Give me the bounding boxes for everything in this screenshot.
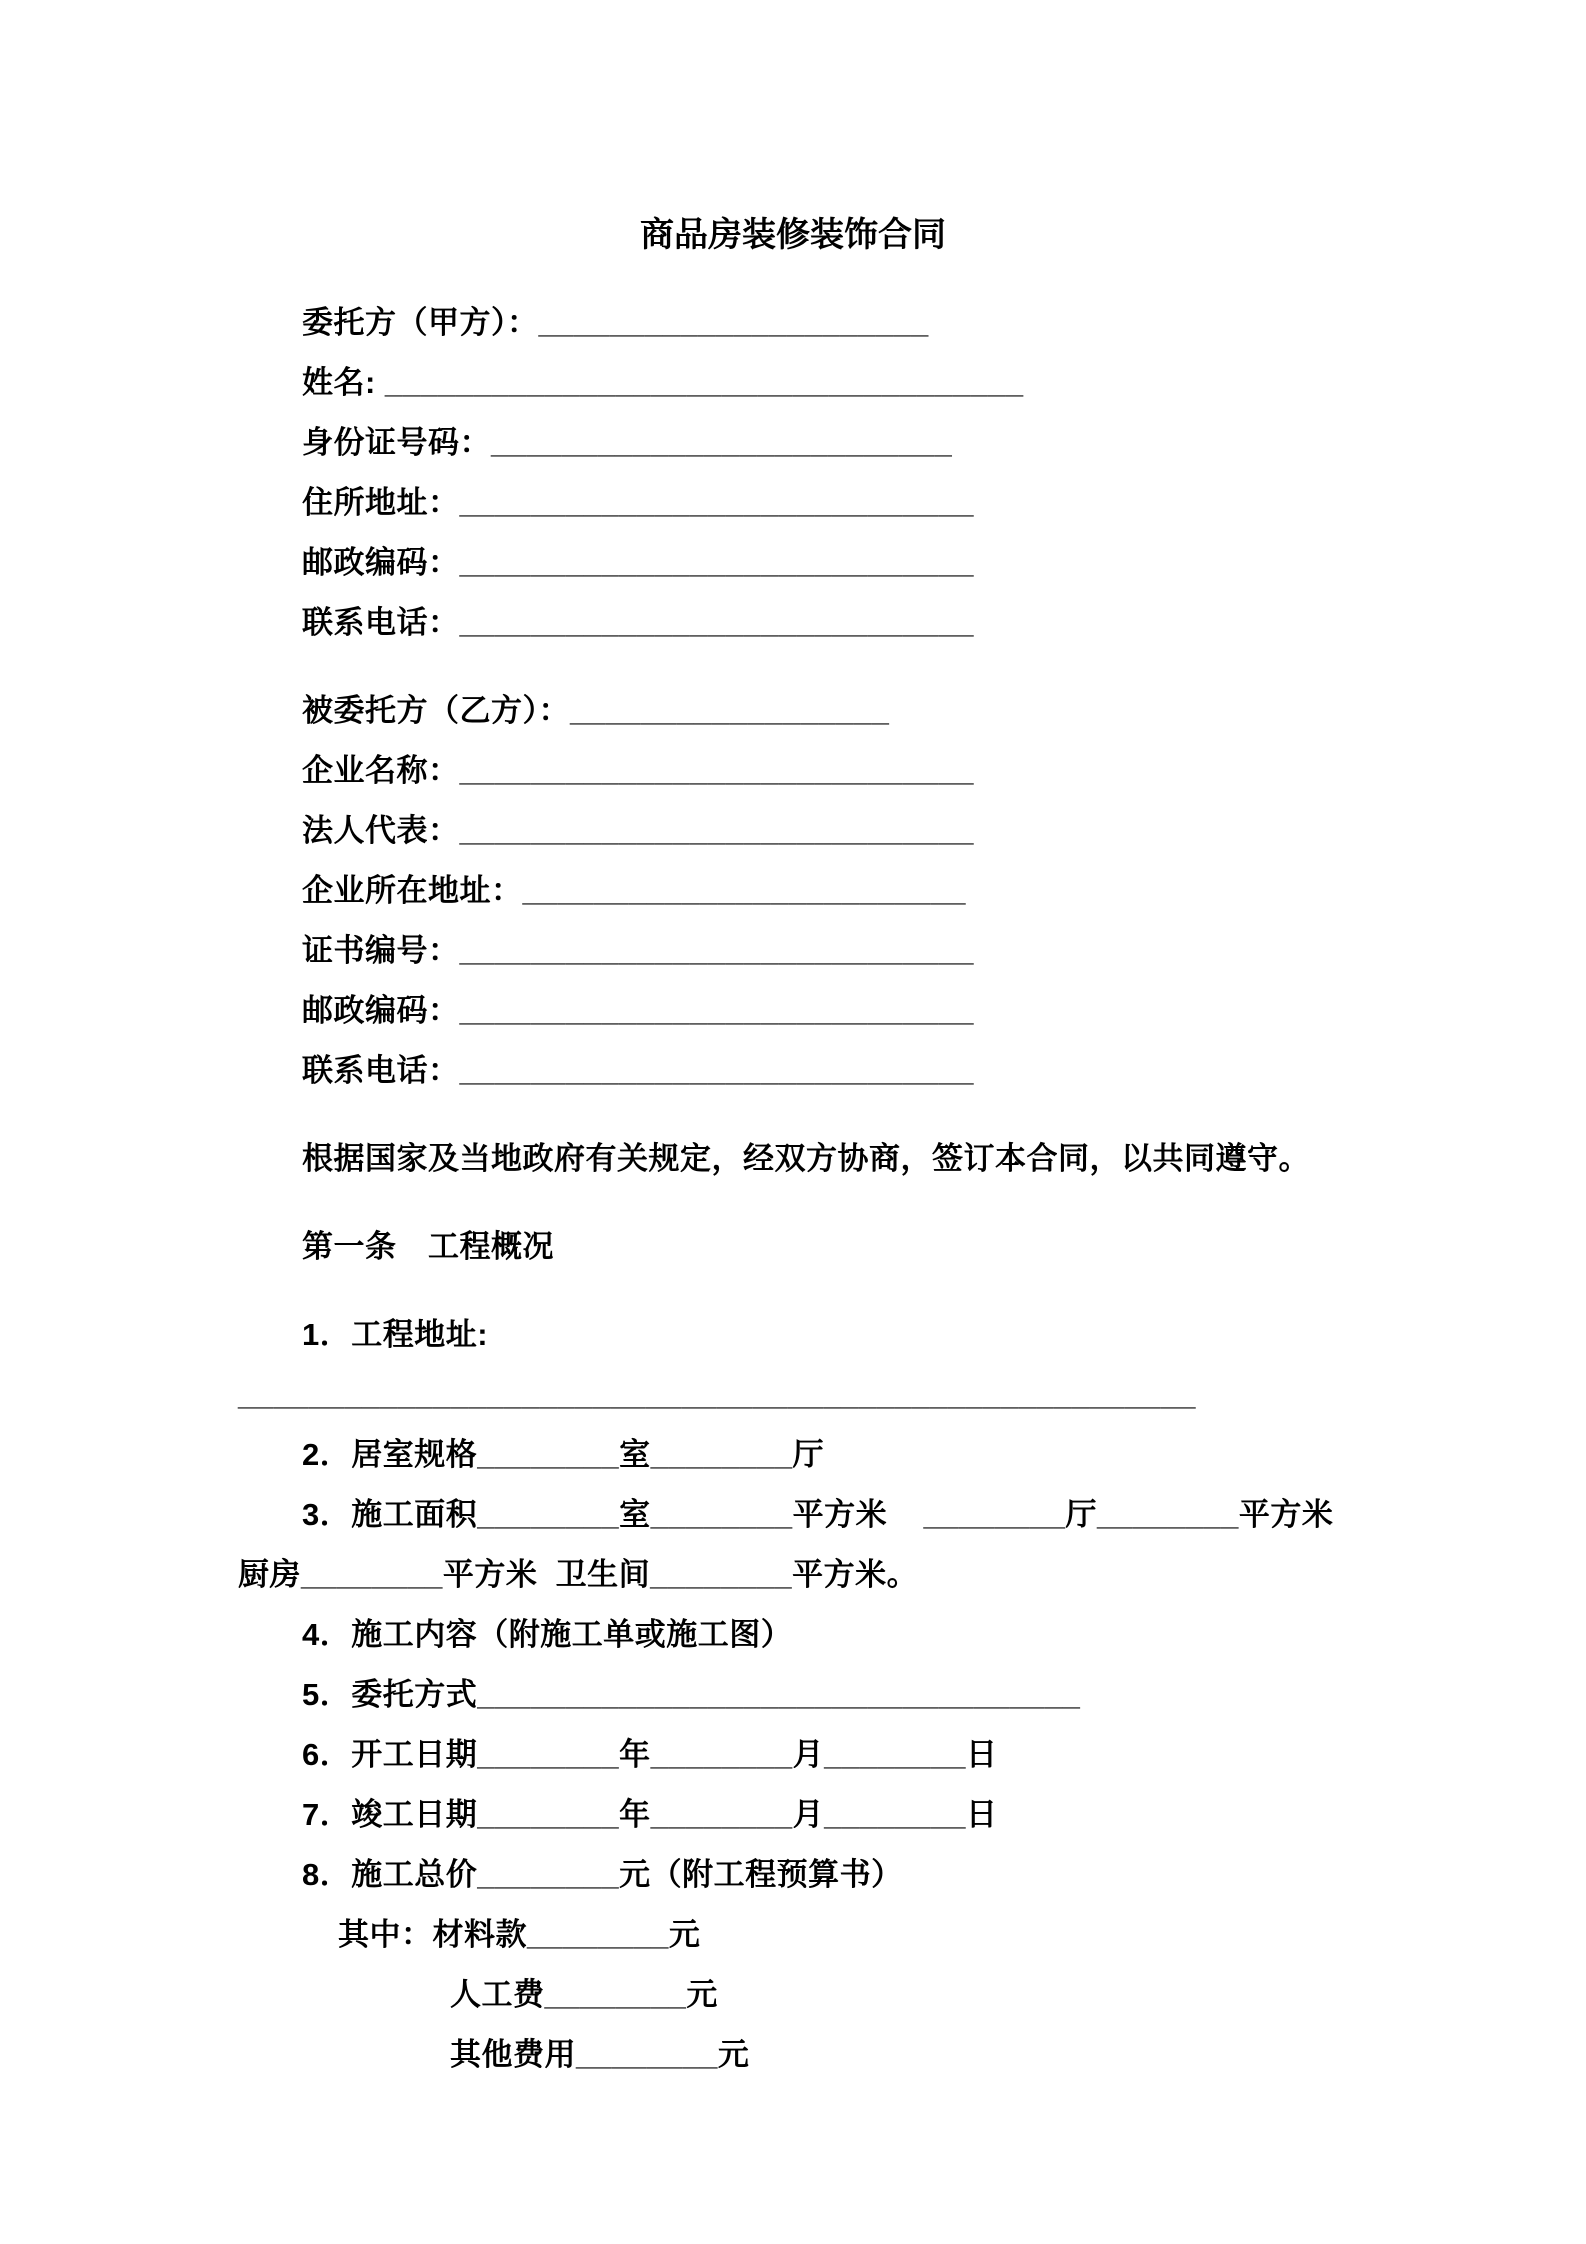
party-a-postal-code-line: 邮政编码：_____________________________ <box>302 545 974 580</box>
party-b-phone-line: 联系电话：_____________________________ <box>302 1053 974 1088</box>
document-title: 商品房装修装饰合同 <box>640 216 946 254</box>
party-b-company-name-line: 企业名称：_____________________________ <box>302 753 974 788</box>
party-a-heading-line: 委托方（甲方）：______________________ <box>302 305 929 340</box>
preamble-paragraph: 根据国家及当地政府有关规定，经双方协商，签订本合同，以共同遵守。 <box>302 1141 1310 1176</box>
completion-date-line: 7．竣工日期________年________月________日 <box>302 1797 998 1832</box>
total-price-line: 8．施工总价________元（附工程预算书） <box>302 1857 903 1892</box>
preamble-section <box>238 1129 1348 1189</box>
construction-area-continuation-line: 厨房________平方米 卫生间________平方米。 <box>238 1557 919 1592</box>
party-a-id-number-line: 身份证号码：__________________________ <box>302 425 953 460</box>
party-b-certificate-no-line: 证书编号：_____________________________ <box>302 933 974 968</box>
party-a-name-line: 姓名: ____________________________________ <box>302 365 1024 400</box>
party-a-address-line: 住所地址：_____________________________ <box>302 485 974 520</box>
party-a-section <box>238 293 1348 653</box>
construction-area-line: 3．施工面积________室________平方米 ________厅________平方米 <box>302 1497 1334 1532</box>
other-cost-line: 其他费用________元 <box>450 2037 750 2072</box>
labor-cost-line: 人工费________元 <box>450 1977 718 2012</box>
party-b-legal-rep-line: 法人代表：_____________________________ <box>302 813 974 848</box>
project-address-line: 1．工程地址: ______________________________________________________ <box>238 1317 1196 1412</box>
article-1-items <box>238 1305 1348 2085</box>
party-b-heading-line: 被委托方（乙方）：__________________ <box>302 693 890 728</box>
delegation-method-line: 5．委托方式__________________________________ <box>302 1677 1081 1712</box>
party-b-company-address-line: 企业所在地址：_________________________ <box>302 873 967 908</box>
start-date-line: 6．开工日期________年________月________日 <box>302 1737 998 1772</box>
construction-content-line: 4．施工内容（附施工单或施工图） <box>302 1617 793 1652</box>
article-1-section <box>238 1217 1348 1277</box>
party-a-phone-line: 联系电话：_____________________________ <box>302 605 974 640</box>
party-b-section <box>238 681 1348 1101</box>
party-b-postal-code-line: 邮政编码：_____________________________ <box>302 993 974 1028</box>
material-cost-line: 其中：材料款________元 <box>338 1917 701 1952</box>
article-1-heading: 第一条 工程概况 <box>302 1229 554 1264</box>
room-spec-line: 2．居室规格________室________厅 <box>302 1437 825 1472</box>
